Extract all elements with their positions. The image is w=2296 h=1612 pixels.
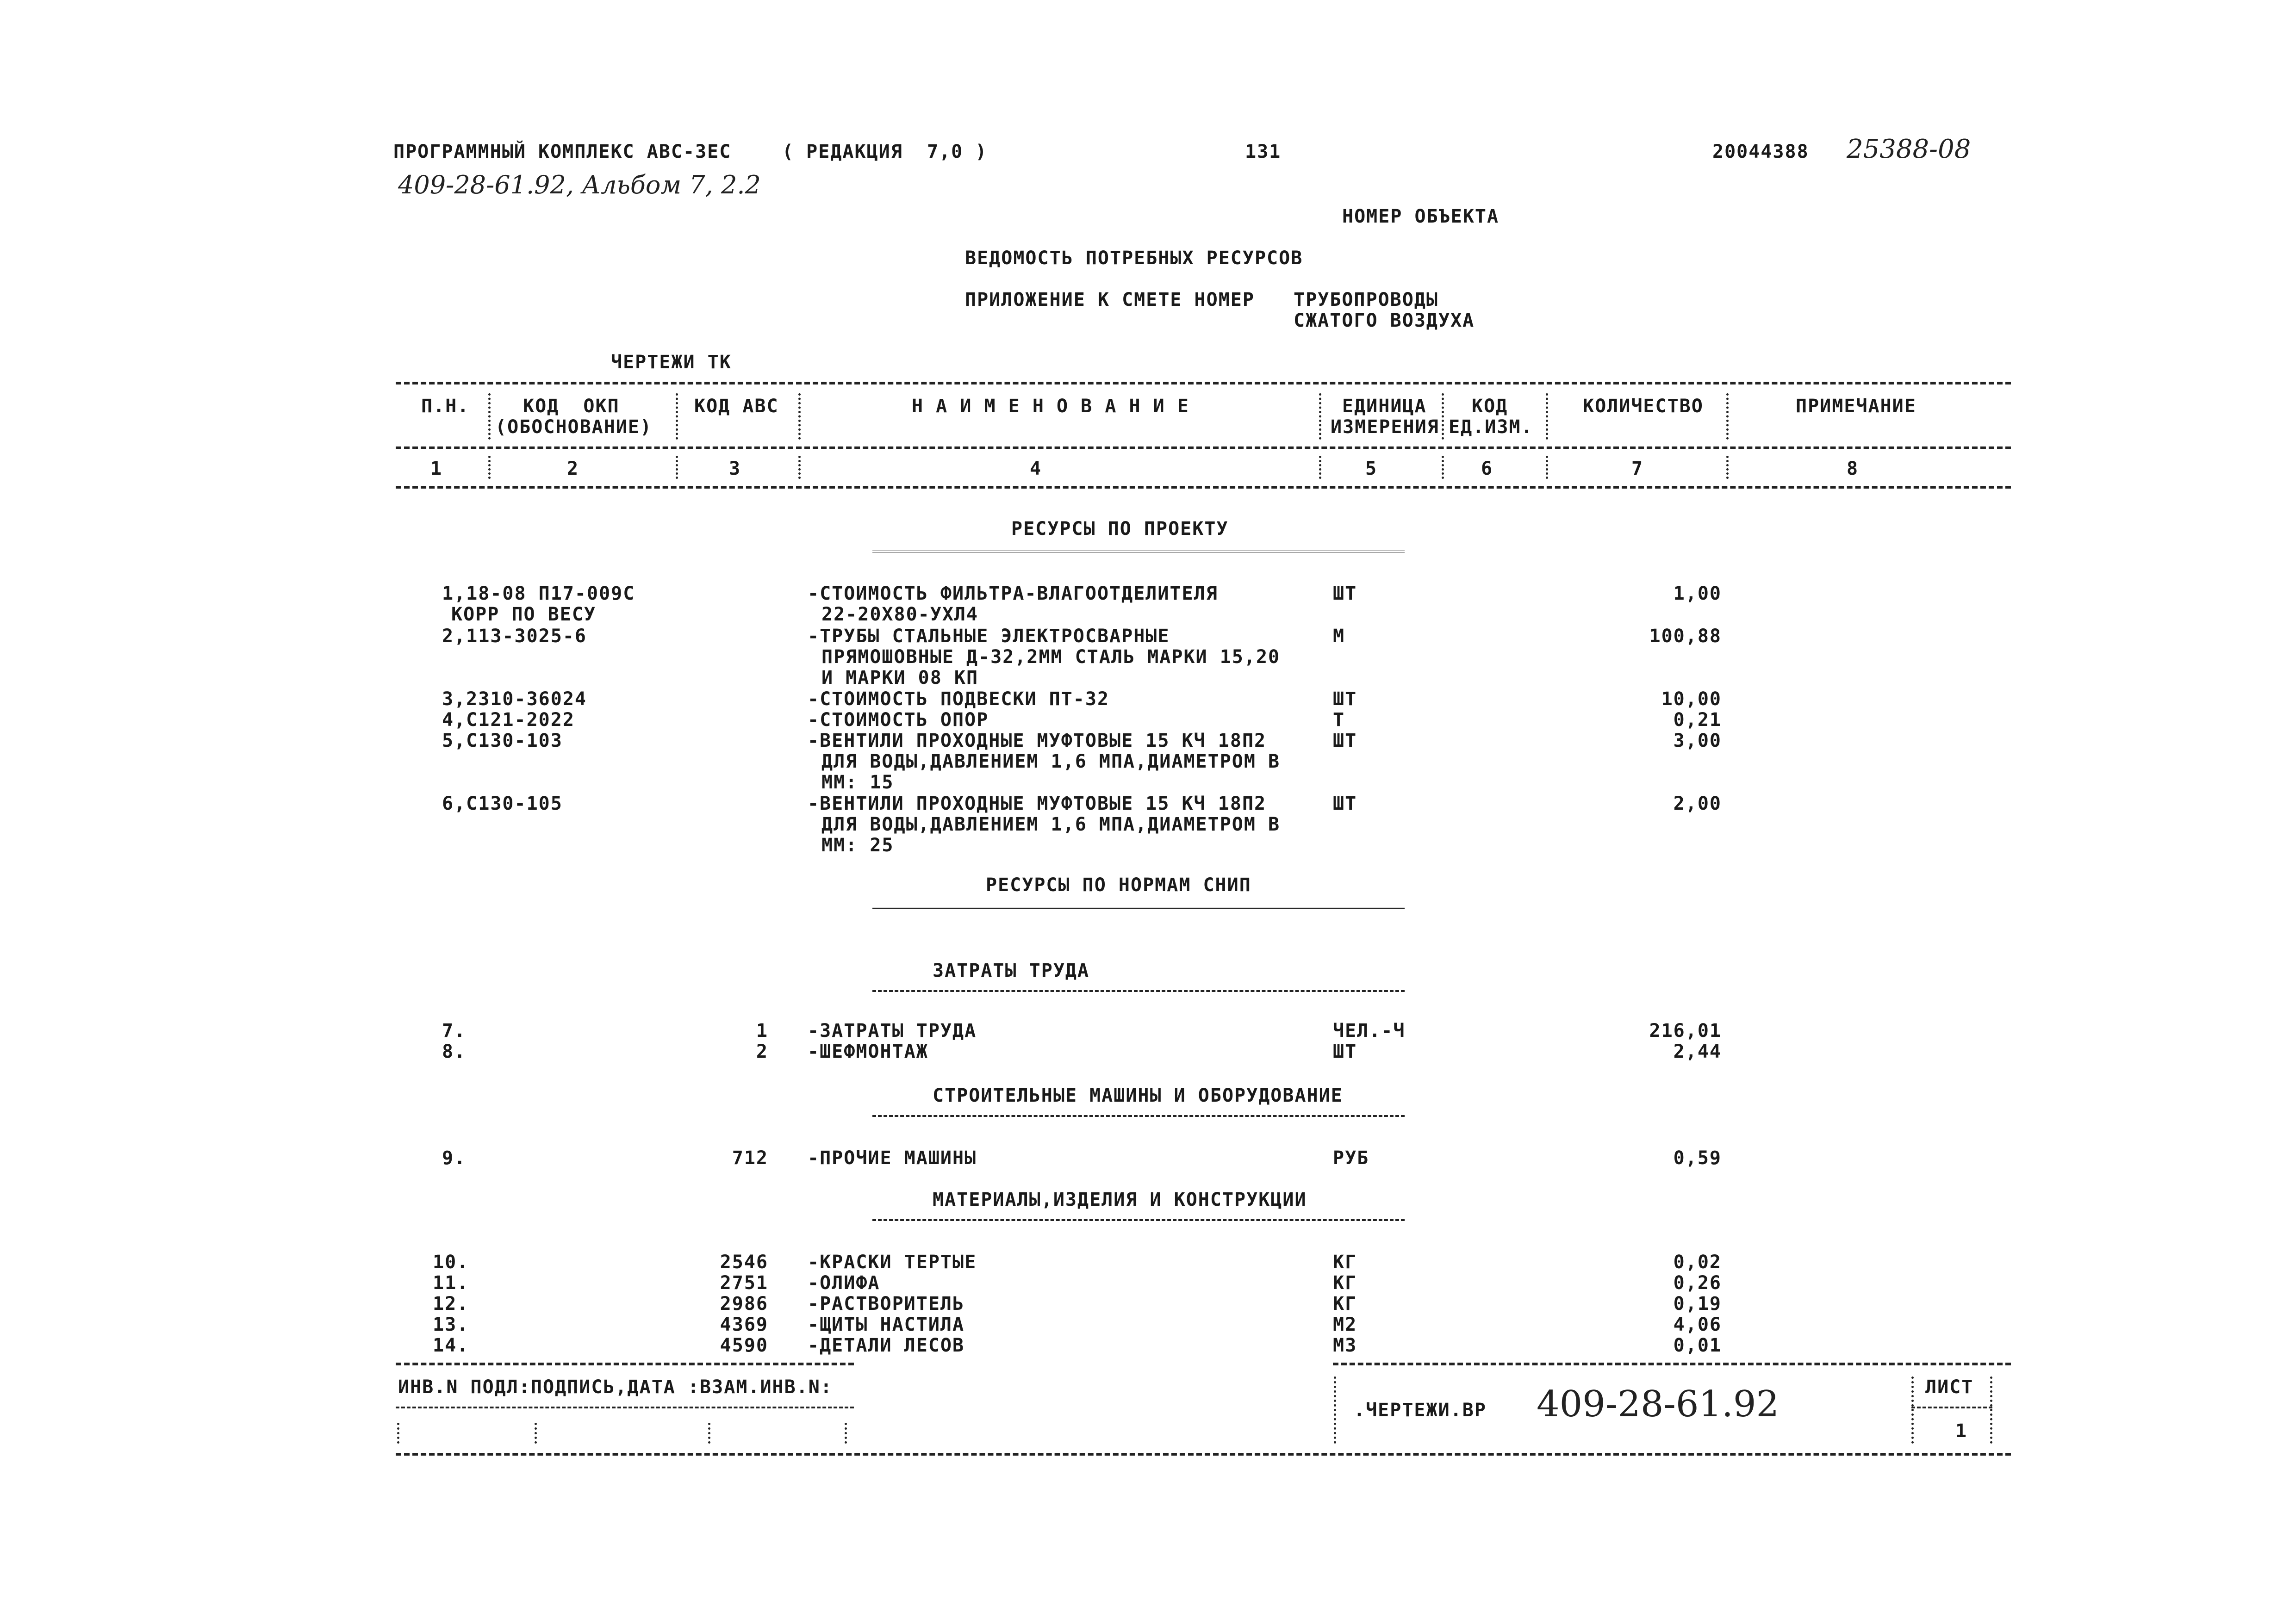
sheet-box-divider: [1911, 1376, 1914, 1444]
col-number: 7: [1631, 458, 1644, 479]
col-number: 1: [430, 458, 443, 479]
drawings-label: ЧЕРТЕЖИ ТК: [611, 352, 732, 373]
col-unit-code-header: КОД: [1472, 396, 1508, 417]
row-name: -ОЛИФА: [808, 1272, 880, 1294]
col-number: 6: [1481, 458, 1493, 479]
row-code: 4369: [720, 1314, 768, 1335]
row-unit: КГ: [1333, 1293, 1357, 1314]
row-code: 2751: [720, 1272, 768, 1294]
row-name: -КРАСКИ ТЕРТЫЕ: [808, 1252, 977, 1273]
row-code: 2986: [720, 1293, 768, 1314]
col-unit-subheader: ИЗМЕРЕНИЯ: [1331, 416, 1439, 438]
col-number: 2: [567, 458, 579, 479]
row-name: ПРЯМОШОВНЫЕ Д-32,2ММ СТАЛЬ МАРКИ 15,20: [821, 646, 1281, 668]
stamp-divider: [535, 1423, 537, 1444]
row-pn: 10.: [433, 1252, 469, 1273]
row-quantity: 2,00: [1673, 793, 1722, 814]
document-code: 20044388: [1712, 141, 1809, 162]
row-unit: Т: [1333, 709, 1345, 731]
col-note-header: ПРИМЕЧАНИЕ: [1796, 396, 1916, 417]
col-number: 8: [1847, 458, 1859, 479]
footer-bottom-rule: [396, 1453, 2011, 1456]
row-code: 3,2310-36024: [442, 688, 587, 710]
header-mid-rule: [396, 446, 2011, 449]
row-unit: ШТ: [1333, 730, 1357, 751]
estimate-name-line-2: СЖАТОГО ВОЗДУХА: [1294, 310, 1475, 331]
col-unit-code-subheader: ЕД.ИЗМ.: [1449, 416, 1533, 438]
footer-stamp-columns: ИНВ.N ПОДЛ:ПОДПИСЬ,ДАТА :ВЗАМ.ИНВ.N:: [398, 1376, 833, 1398]
col-name-header: Н А И М Е Н О В А Н И Е: [912, 396, 1189, 417]
row-name: -ВЕНТИЛИ ПРОХОДНЫЕ МУФТОВЫЕ 15 КЧ 18П2: [808, 793, 1267, 814]
col-divider: [488, 456, 491, 479]
row-name: -РАСТВОРИТЕЛЬ: [808, 1293, 965, 1314]
row-quantity: 0,02: [1673, 1252, 1722, 1273]
row-name: ММ: 15: [821, 772, 894, 793]
footer-drawings-label: .ЧЕРТЕЖИ.ВР: [1354, 1400, 1487, 1421]
row-name: ДЛЯ ВОДЫ,ДАВЛЕНИЕМ 1,6 МПА,ДИАМЕТРОМ В: [821, 751, 1281, 772]
row-unit: ШТ: [1333, 688, 1357, 710]
row-unit: ЧЕЛ.-Ч: [1333, 1020, 1406, 1042]
section-underline: [872, 990, 1405, 992]
page-number: 131: [1245, 141, 1282, 162]
program-name: ПРОГРАММНЫЙ КОМПЛЕКС АВС-3ЕС: [393, 141, 732, 162]
row-code: 2546: [720, 1252, 768, 1273]
section-underline: [872, 907, 1405, 909]
row-quantity: 4,06: [1673, 1314, 1722, 1335]
col-number: 4: [1030, 458, 1042, 479]
header-bottom-rule: [396, 486, 2011, 489]
row-pn: 8.: [442, 1041, 467, 1062]
col-divider: [676, 393, 678, 440]
sheet-label: ЛИСТ: [1925, 1376, 1974, 1398]
row-quantity: 3,00: [1673, 730, 1722, 751]
row-quantity: 0,21: [1673, 709, 1722, 731]
section-title-machines: СТРОИТЕЛЬНЫЕ МАШИНЫ И ОБОРУДОВАНИЕ: [933, 1085, 1343, 1106]
row-quantity: 0,59: [1673, 1147, 1722, 1169]
section-underline: [872, 1115, 1405, 1117]
edition-label: ( РЕДАКЦИЯ 7,0 ): [782, 141, 988, 162]
stamp-divider: [708, 1423, 710, 1444]
row-pn: 14.: [433, 1335, 469, 1356]
table-top-rule: [396, 382, 2011, 384]
section-title-materials: МАТЕРИАЛЫ,ИЗДЕЛИЯ И КОНСТРУКЦИИ: [933, 1189, 1307, 1210]
row-code: 712: [732, 1147, 768, 1169]
col-okp-header: КОД ОКП: [523, 396, 620, 417]
col-divider: [1546, 393, 1548, 440]
row-unit: КГ: [1333, 1252, 1357, 1273]
stamp-divider: [397, 1423, 399, 1444]
row-quantity: 0,26: [1673, 1272, 1722, 1294]
footer-title-top-rule: [1333, 1363, 2011, 1365]
row-quantity: 2,44: [1673, 1041, 1722, 1062]
row-unit: ШТ: [1333, 793, 1357, 814]
row-name: -ПРОЧИЕ МАШИНЫ: [808, 1147, 977, 1169]
col-divider: [1319, 393, 1321, 440]
row-code: 4,С121-2022: [442, 709, 575, 731]
object-number-label: НОМЕР ОБЪЕКТА: [1342, 206, 1500, 227]
row-name: -СТОИМОСТЬ ФИЛЬТРА-ВЛАГООТДЕЛИТЕЛЯ: [808, 583, 1218, 604]
sheet-box-rule: [1911, 1407, 1992, 1408]
row-pn: 12.: [433, 1293, 469, 1314]
row-code: 6,С130-105: [442, 793, 563, 814]
row-quantity: 0,01: [1673, 1335, 1722, 1356]
row-name: -ЩИТЫ НАСТИЛА: [808, 1314, 965, 1335]
col-pn-header: П.Н.: [421, 396, 470, 417]
album-note: 409-28-61.92, Альбом 7, 2.2: [398, 170, 761, 199]
title-block-divider: [1334, 1376, 1336, 1444]
col-divider: [1442, 393, 1444, 440]
row-pn: 9.: [442, 1147, 467, 1169]
row-quantity: 1,00: [1673, 583, 1722, 604]
col-divider: [676, 456, 678, 479]
col-divider: [1442, 456, 1444, 479]
col-divider: [798, 456, 801, 479]
col-divider: [1319, 456, 1321, 479]
estimate-name-line-1: ТРУБОПРОВОДЫ: [1294, 289, 1438, 310]
footer-stamp-mid-rule: [396, 1407, 854, 1408]
row-unit: КГ: [1333, 1272, 1357, 1294]
col-divider: [1546, 456, 1548, 479]
col-okp-subheader: (ОБОСНОВАНИЕ): [495, 416, 653, 438]
estimate-label: ПРИЛОЖЕНИЕ К СМЕТЕ НОМЕР: [965, 289, 1255, 310]
row-name: -ТРУБЫ СТАЛЬНЫЕ ЭЛЕКТРОСВАРНЫЕ: [808, 626, 1170, 647]
row-name: ДЛЯ ВОДЫ,ДАВЛЕНИЕМ 1,6 МПА,ДИАМЕТРОМ В: [821, 814, 1281, 835]
footer-drawing-number: 409-28-61.92: [1537, 1383, 1780, 1425]
row-name: -ДЕТАЛИ ЛЕСОВ: [808, 1335, 965, 1356]
row-code: 2: [756, 1041, 768, 1062]
row-name: -СТОИМОСТЬ ОПОР: [808, 709, 989, 731]
row-code: 1: [756, 1020, 768, 1042]
col-qty-header: КОЛИЧЕСТВО: [1583, 396, 1704, 417]
row-name: 22-20Х80-УХЛ4: [821, 604, 979, 625]
row-quantity: 100,88: [1649, 626, 1722, 647]
row-name: ММ: 25: [821, 835, 894, 856]
col-divider: [488, 393, 491, 440]
section-title-snip: РЕСУРСЫ ПО НОРМАМ СНИП: [986, 874, 1251, 896]
row-unit: М2: [1333, 1314, 1357, 1335]
row-pn: 13.: [433, 1314, 469, 1335]
section-underline: [872, 551, 1405, 552]
row-name: -ВЕНТИЛИ ПРОХОДНЫЕ МУФТОВЫЕ 15 КЧ 18П2: [808, 730, 1267, 751]
row-name: -ЗАТРАТЫ ТРУДА: [808, 1020, 977, 1042]
row-name: -СТОИМОСТЬ ПОДВЕСКИ ПТ-32: [808, 688, 1110, 710]
section-title-project: РЕСУРСЫ ПО ПРОЕКТУ: [1011, 518, 1229, 539]
document-title: ВЕДОМОСТЬ ПОТРЕБНЫХ РЕСУРСОВ: [965, 248, 1303, 269]
col-abc-header: КОД АВС: [694, 396, 779, 417]
row-code: 1,18-08 П17-009С: [442, 583, 635, 604]
row-name: И МАРКИ 08 КП: [821, 667, 979, 688]
stamp-divider: [845, 1423, 847, 1444]
col-number: 3: [729, 458, 741, 479]
row-quantity: 0,19: [1673, 1293, 1722, 1314]
col-divider: [1726, 393, 1729, 440]
handwritten-code: 25388-08: [1847, 134, 1971, 164]
col-unit-header: ЕДИНИЦА: [1342, 396, 1427, 417]
footer-stamp-top-rule: [396, 1363, 854, 1365]
row-name: -ШЕФМОНТАЖ: [808, 1041, 928, 1062]
row-unit: М: [1333, 626, 1345, 647]
sheet-number: 1: [1955, 1420, 1968, 1442]
section-title-labor: ЗАТРАТЫ ТРУДА: [933, 960, 1090, 981]
row-unit: ШТ: [1333, 583, 1357, 604]
row-pn: 7.: [442, 1020, 467, 1042]
col-number: 5: [1365, 458, 1378, 479]
row-unit: М3: [1333, 1335, 1357, 1356]
row-quantity: 216,01: [1649, 1020, 1722, 1042]
row-pn: 11.: [433, 1272, 469, 1294]
row-quantity: 10,00: [1661, 688, 1722, 710]
row-unit: РУБ: [1333, 1147, 1369, 1169]
col-divider: [798, 393, 801, 440]
row-code-note: КОРР ПО ВЕСУ: [451, 604, 596, 625]
row-code: 2,113-3025-6: [442, 626, 587, 647]
row-unit: ШТ: [1333, 1041, 1357, 1062]
row-code: 5,С130-103: [442, 730, 563, 751]
sheet-box-divider: [1990, 1376, 1992, 1444]
row-code: 4590: [720, 1335, 768, 1356]
section-underline: [872, 1219, 1405, 1221]
col-divider: [1726, 456, 1729, 479]
